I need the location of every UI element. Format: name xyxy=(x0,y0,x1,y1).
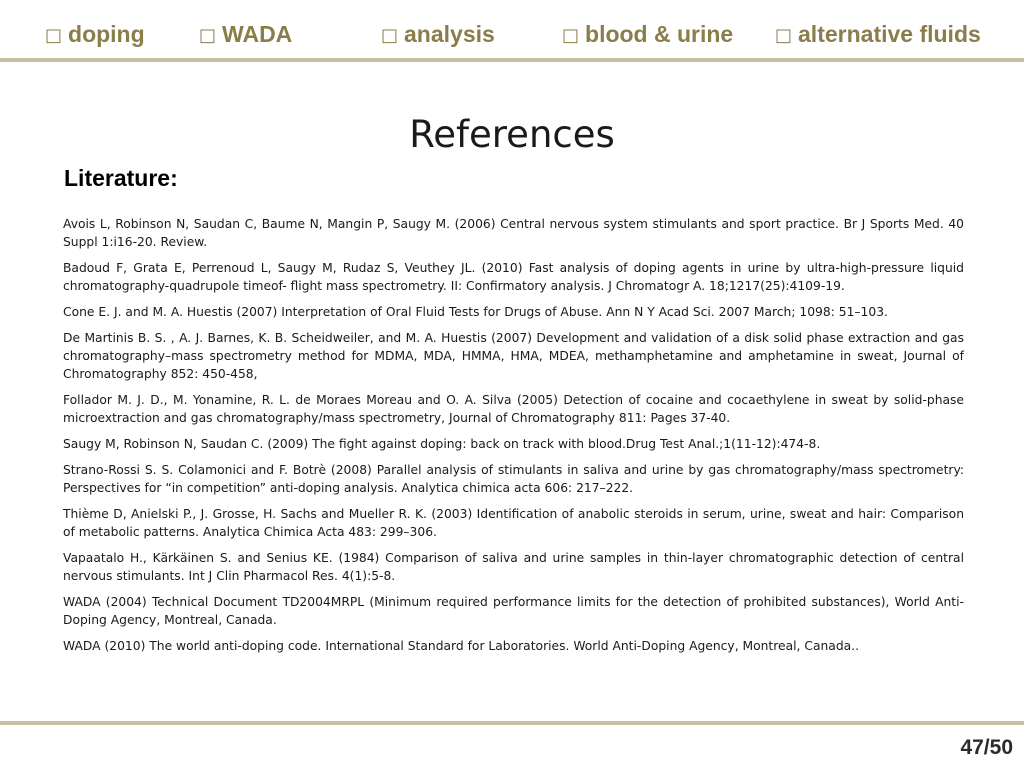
nav-item-doping[interactable] xyxy=(45,20,145,50)
reference-item: Thième D, Anielski P., J. Grosse, H. Sachs and Mueller R. K. (2003) Identification of anabolic steroids in serum, urine, sweat and hair: Comparison of metabolic patterns. Analytica Chimica Acta 483: 299–306. xyxy=(63,507,964,539)
checkbox-icon: □ xyxy=(45,25,63,46)
nav-item-label: analysis xyxy=(404,21,495,47)
reference-item: Saugy M, Robinson N, Saudan C. (2009) The fight against doping: back on track with blood.Drug Test Anal.;1(11-12):474-8. xyxy=(63,437,821,451)
checkbox-icon: □ xyxy=(199,25,217,46)
page-total: 50 xyxy=(989,736,1013,759)
header-divider xyxy=(0,58,1024,62)
checkbox-icon: □ xyxy=(775,25,793,46)
reference-list xyxy=(63,215,964,663)
page-current: 47 xyxy=(960,736,984,759)
nav-item-wada[interactable] xyxy=(199,20,292,50)
reference-item: Badoud F, Grata E, Perrenoud L, Saugy M, Rudaz S, Veuthey JL. (2010) Fast analysis of doping agents in urine by ultra-high-pressure liquid chromatography-quadrupole timeof- flight mass spectrometry. II: Confirmatory analysis. J Chromatogr A. 18;1217(25):4109-19. xyxy=(63,261,964,293)
nav-item-label: WADA xyxy=(222,21,293,47)
footer-divider xyxy=(0,721,1024,725)
reference-item: WADA (2004) Technical Document TD2004MRPL (Minimum required performance limits for the detection of prohibited substances), World Anti-Doping Agency, Montreal, Canada. xyxy=(63,595,964,627)
reference-item: Follador M. J. D., M. Yonamine, R. L. de Moraes Moreau and O. A. Silva (2005) Detection of cocaine and cocaethylene in sweat by solid-phase microextraction and gas chromatography/mass spectrometry, Journal of Chromatography 811: Pages 37-40. xyxy=(63,393,964,425)
reference-item: Strano-Rossi S. S. Colamonici and F. Botrè (2008) Parallel analysis of stimulants in saliva and urine by gas chromatography/mass spectrometry: Perspectives for “in competition” anti-doping analysis. Analytica chimica acta 606: 217–222. xyxy=(63,463,964,495)
reference-item: De Martinis B. S. , A. J. Barnes, K. B. Scheidweiler, and M. A. Huestis (2007) Development and validation of a disk solid phase extraction and gas chromatography–mass spectrometry method for MDMA, MDA, HMMA, HMA, MDEA, methamphetamine and amphetamine in sweat, Journal of Chromatography 852: 450-458, xyxy=(63,331,964,381)
nav-item-label: alternative fluids xyxy=(798,21,981,47)
page-number xyxy=(960,736,1013,760)
nav-item-alternative-fluids[interactable] xyxy=(775,20,981,50)
reference-item: WADA (2010) The world anti-doping code. International Standard for Laboratories. World Anti-Doping Agency, Montreal, Canada.. xyxy=(63,639,859,653)
reference-item: Vapaatalo H., Kärkäinen S. and Senius KE. (1984) Comparison of saliva and urine samples in thin-layer chromatographic detection of central nervous stimulants. Int J Clin Pharmacol Res. 4(1):5-8. xyxy=(63,551,964,583)
reference-item: Cone E. J. and M. A. Huestis (2007) Interpretation of Oral Fluid Tests for Drugs of Abuse. Ann N Y Acad Sci. 2007 March; 1098: 51–103. xyxy=(63,305,888,319)
nav-item-label: doping xyxy=(68,21,145,47)
checkbox-icon: □ xyxy=(381,25,399,46)
checkbox-icon: □ xyxy=(562,25,580,46)
section-heading: Literature: xyxy=(64,165,178,191)
nav-item-analysis[interactable] xyxy=(381,20,495,50)
nav-item-blood-urine[interactable] xyxy=(562,20,733,50)
page-title: References xyxy=(409,113,615,156)
reference-item: Avois L, Robinson N, Saudan C, Baume N, Mangin P, Saugy M. (2006) Central nervous system stimulants and sport practice. Br J Sports Med. 40 Suppl 1:i16-20. Review. xyxy=(63,217,964,249)
top-navigation xyxy=(0,0,1024,60)
nav-item-label: blood & urine xyxy=(585,21,734,47)
page-separator: / xyxy=(983,736,990,759)
